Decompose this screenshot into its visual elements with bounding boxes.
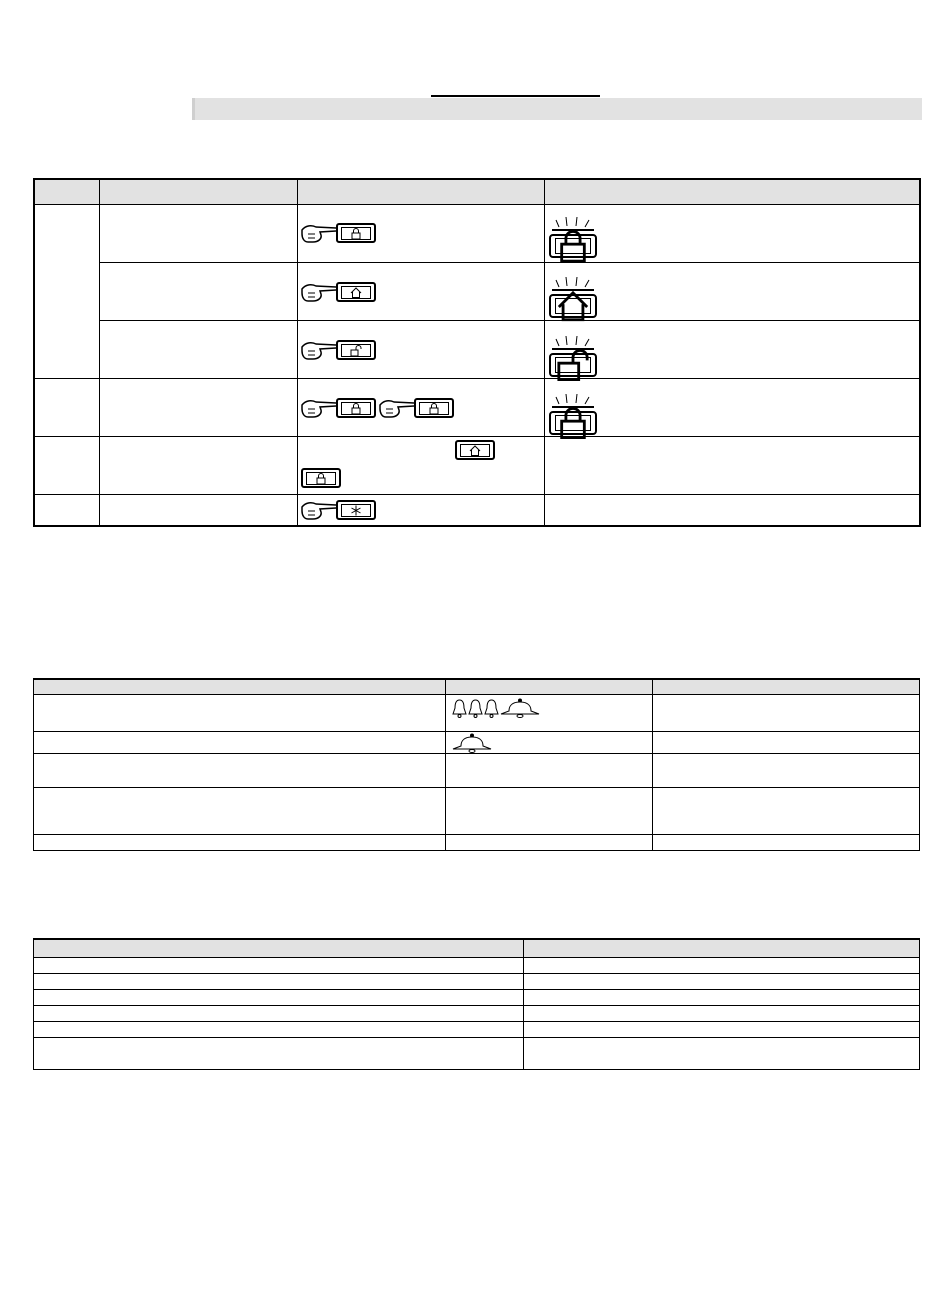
long-bell-icon	[452, 733, 492, 753]
pointing-finger-icon	[300, 499, 338, 521]
home-icon	[556, 290, 590, 321]
sound-cell	[446, 788, 653, 835]
table-row	[34, 263, 920, 321]
function-cell	[99, 379, 297, 437]
lock-icon	[350, 403, 362, 414]
section-heading-bar-edge	[192, 98, 195, 120]
key-cell	[297, 263, 544, 321]
spec-label-cell	[34, 974, 524, 990]
table-row	[34, 495, 920, 526]
led-cell	[544, 379, 920, 437]
function-cell	[99, 263, 297, 321]
spec-label-cell	[34, 958, 524, 974]
note-cell	[653, 695, 920, 732]
bell-icon	[484, 699, 499, 718]
spec-label-cell	[34, 1006, 524, 1022]
lock-icon	[428, 403, 440, 414]
led-cell	[544, 205, 920, 263]
lock-key-button	[414, 398, 454, 418]
unlock-key-button	[336, 340, 376, 360]
header-cell	[524, 939, 920, 958]
key-cell	[297, 379, 544, 437]
spec-value-cell	[524, 958, 920, 974]
table-row	[34, 788, 920, 835]
siren-table	[33, 678, 920, 851]
header-cell	[446, 679, 653, 695]
event-cell	[34, 695, 446, 732]
table-row	[34, 1038, 920, 1070]
spec-value-cell	[524, 974, 920, 990]
siren-table-header	[34, 679, 920, 695]
sound-cell	[446, 754, 653, 788]
table-row	[34, 321, 920, 379]
event-cell	[34, 788, 446, 835]
operations-table	[33, 178, 921, 527]
header-cell	[297, 179, 544, 205]
note-cell	[653, 788, 920, 835]
note-cell	[653, 754, 920, 788]
header-cell	[34, 679, 446, 695]
table-row	[34, 437, 920, 495]
table-row	[34, 1022, 920, 1038]
three-short-one-long-bells	[452, 698, 540, 718]
panic-star-icon	[350, 505, 362, 516]
key-cell	[297, 205, 544, 263]
pointing-finger-icon	[378, 397, 416, 419]
table-row	[34, 695, 920, 732]
spec-label-cell	[34, 990, 524, 1006]
header-cell	[99, 179, 297, 205]
spec-label-cell	[34, 1022, 524, 1038]
led-cell	[544, 495, 920, 526]
spec-value-cell	[524, 1022, 920, 1038]
key-cell	[297, 495, 544, 526]
lock-icon	[350, 228, 362, 239]
led-indicator	[547, 390, 601, 436]
lock-icon	[556, 407, 590, 438]
sound-cell	[446, 695, 653, 732]
note-cell	[653, 732, 920, 754]
section-heading-bar	[192, 98, 922, 120]
lock-icon	[556, 230, 590, 261]
header-cell	[34, 939, 524, 958]
table-row	[34, 974, 920, 990]
one-long-bell	[452, 733, 492, 753]
bell-icon	[468, 699, 483, 718]
group-cell	[34, 205, 99, 379]
lock-key-button	[301, 468, 341, 488]
spec-table-header	[34, 939, 920, 958]
function-cell	[99, 495, 297, 526]
key-cell	[297, 437, 544, 495]
table-row	[34, 1006, 920, 1022]
spec-value-cell	[524, 990, 920, 1006]
spec-value-cell	[524, 1038, 920, 1070]
unlock-icon	[350, 345, 362, 356]
event-cell	[34, 754, 446, 788]
sound-cell	[446, 835, 653, 851]
header-cell	[34, 179, 99, 205]
lock-key-button	[336, 223, 376, 243]
home-icon	[469, 445, 481, 456]
pointing-finger-icon	[300, 397, 338, 419]
pointing-finger-icon	[300, 281, 338, 303]
led-indicator	[547, 213, 601, 259]
spec-label-cell	[34, 1038, 524, 1070]
event-cell	[34, 835, 446, 851]
sound-cell	[446, 732, 653, 754]
long-bell-icon	[500, 698, 540, 718]
panic-key-button	[336, 500, 376, 520]
pointing-finger-icon	[300, 222, 338, 244]
led-indicator	[547, 273, 601, 319]
pointing-finger-icon	[300, 339, 338, 361]
home-key-button	[455, 440, 495, 460]
key-cell	[297, 321, 544, 379]
function-cell	[99, 205, 297, 263]
function-cell	[99, 437, 297, 495]
table-row	[34, 732, 920, 754]
title-underline	[431, 95, 600, 97]
table-row	[34, 990, 920, 1006]
led-cell	[544, 263, 920, 321]
event-cell	[34, 732, 446, 754]
bell-icon	[452, 699, 467, 718]
led-cell	[544, 437, 920, 495]
note-cell	[653, 835, 920, 851]
table-row	[34, 958, 920, 974]
group-cell	[34, 495, 99, 526]
table-row	[34, 379, 920, 437]
spec-table	[33, 938, 920, 1070]
home-key-button	[336, 282, 376, 302]
header-cell	[653, 679, 920, 695]
spec-value-cell	[524, 1006, 920, 1022]
function-cell	[99, 321, 297, 379]
header-cell	[544, 179, 920, 205]
group-cell	[34, 437, 99, 495]
led-cell	[544, 321, 920, 379]
group-cell	[34, 379, 99, 437]
home-icon	[350, 287, 362, 298]
lock-key-button	[336, 398, 376, 418]
table-row	[34, 754, 920, 788]
led-indicator	[547, 332, 601, 378]
table-row	[34, 205, 920, 263]
lock-icon	[315, 473, 327, 484]
table-row	[34, 835, 920, 851]
operations-table-header	[34, 179, 920, 205]
unlock-icon	[556, 349, 590, 380]
